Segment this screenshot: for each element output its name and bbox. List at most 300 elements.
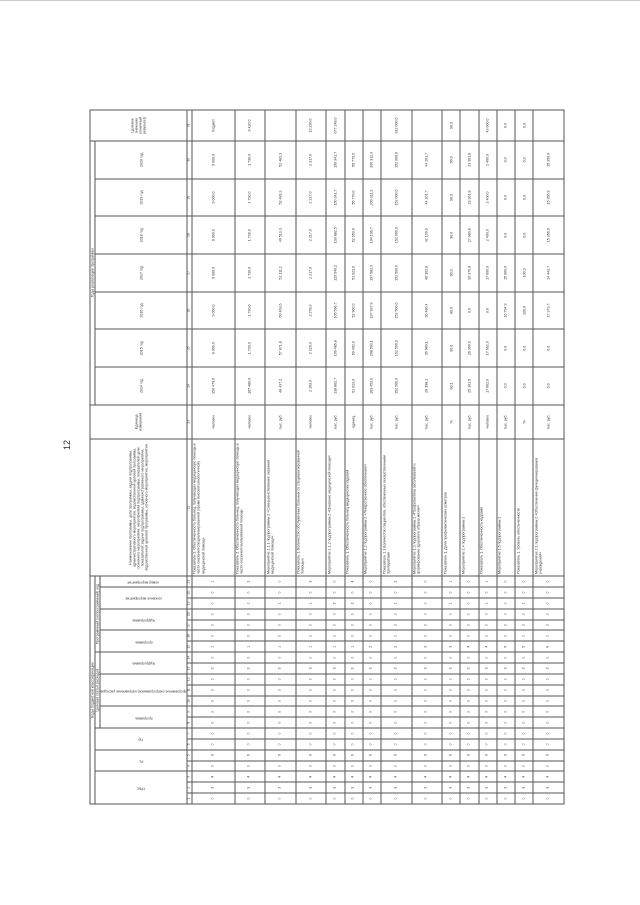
- code-cell: 0: [497, 576, 515, 587]
- code-cell: 0: [479, 652, 497, 663]
- code-cell: 0: [326, 674, 344, 685]
- description-cell: Показатель 1.1 Количество пациентов, обеспеченных лекарственными препаратами: [381, 439, 412, 576]
- code-cell: 1: [345, 641, 363, 652]
- year-value-cell: 2 278,0: [296, 292, 327, 330]
- code-cell: 0: [345, 793, 363, 804]
- year-value-cell: 15 000,0: [497, 254, 515, 292]
- code-cell: 3: [363, 663, 381, 674]
- year-value-cell: 90,0: [442, 254, 460, 292]
- year-value-cell: 153 500,0: [381, 254, 412, 292]
- code-cell: 9: [412, 750, 443, 761]
- code-cell: 4: [479, 771, 497, 782]
- code-cell: 0: [497, 793, 515, 804]
- year-value-cell: 9 000,0: [192, 179, 235, 217]
- code-cell: 0: [345, 620, 363, 631]
- code-cell: 0: [235, 652, 266, 663]
- unit-cell: %: [515, 405, 533, 439]
- code-cell: 0: [515, 706, 533, 717]
- year-value-cell: 26 309,9: [460, 329, 478, 367]
- code-cell: 3: [515, 782, 533, 793]
- year-value-cell: 2 400,0: [479, 216, 497, 254]
- code-cell: 0: [497, 620, 515, 631]
- code-cell: 4: [235, 771, 266, 782]
- code-cell: 0: [363, 609, 381, 620]
- code-cell: 0: [265, 652, 296, 663]
- code-cell: 0: [412, 728, 443, 739]
- code-cell: 4: [345, 576, 363, 587]
- code-cell: 0: [326, 685, 344, 696]
- code-cell: 0: [265, 728, 296, 739]
- column-number-cell: 2: [187, 782, 192, 793]
- code-cell: 0: [515, 609, 533, 620]
- year-value-cell: 350 479,6: [192, 367, 235, 405]
- code-cell: 0: [265, 576, 296, 587]
- code-cell: 0: [442, 761, 460, 772]
- code-cell: 0: [265, 793, 296, 804]
- code-cell: 9: [381, 750, 412, 761]
- code-cell: 0: [460, 598, 478, 609]
- code-cell: 0: [381, 696, 412, 707]
- code-cell: 0: [460, 576, 478, 587]
- code-cell: 4: [326, 771, 344, 782]
- code-cell: 0: [533, 696, 564, 707]
- code-cell: 0: [533, 620, 564, 631]
- year-value-cell: 152 500,0: [381, 367, 412, 405]
- year-value-cell: 0,0: [515, 367, 533, 405]
- table-row: [460, 110, 478, 804]
- code-cell: 9: [442, 750, 460, 761]
- year-value-cell: 23 361,8: [460, 179, 478, 217]
- year-value-cell: 30 370,8: [460, 254, 478, 292]
- header-grbs: ГРБС: [95, 771, 187, 804]
- code-cell: 0: [345, 739, 363, 750]
- code-cell: 9: [265, 750, 296, 761]
- code-cell: 0: [497, 598, 515, 609]
- column-number-cell: 20: [187, 587, 192, 598]
- description-cell: Мероприятие 1.3 подпрограммы 2 «Профилактика заболеваний и формирование здорового образа жизни»: [412, 439, 443, 576]
- code-cell: 0: [442, 728, 460, 739]
- header-year-2014: 2014 год: [95, 367, 187, 405]
- rotated-table-container: [90, 110, 565, 805]
- unit-cell: тыс. руб.: [265, 405, 296, 439]
- total-value-cell: [363, 110, 381, 141]
- header-target-value: Целевое значение (конечный результат): [90, 110, 187, 141]
- code-cell: 0: [296, 620, 327, 631]
- total-value-cell: [533, 110, 564, 141]
- code-cell: 3: [460, 782, 478, 793]
- code-cell: 5: [515, 641, 533, 652]
- unit-cell: тыс. руб.: [497, 405, 515, 439]
- code-cell: 0: [296, 706, 327, 717]
- code-cell: 0: [442, 674, 460, 685]
- year-value-cell: 42 139,0: [412, 216, 443, 254]
- code-cell: 0: [533, 598, 564, 609]
- code-cell: 3: [412, 641, 443, 652]
- table-row: [479, 110, 497, 804]
- year-value-cell: 90,0: [442, 179, 460, 217]
- code-cell: 3: [345, 663, 363, 674]
- description-cell: Мероприятие 2.1 подпрограммы 2 «Обеспечение функционирования учреждений»: [533, 439, 564, 576]
- code-cell: 0: [479, 706, 497, 717]
- year-value-cell: 0,0: [515, 329, 533, 367]
- year-value-cell: 55 770,0: [345, 141, 363, 179]
- code-cell: 0: [533, 674, 564, 685]
- year-value-cell: 17 662,0: [479, 329, 497, 367]
- code-cell: 3: [381, 663, 412, 674]
- year-value-cell: 0,0: [497, 179, 515, 217]
- code-cell: 0: [296, 696, 327, 707]
- code-cell: 0: [363, 793, 381, 804]
- unit-cell: тыс. руб.: [533, 405, 564, 439]
- code-cell: 0: [345, 674, 363, 685]
- code-cell: 0: [412, 631, 443, 642]
- code-cell: 0: [265, 609, 296, 620]
- code-cell: 0: [479, 761, 497, 772]
- year-value-cell: 208 593,1: [363, 329, 381, 367]
- year-value-cell: 15 356,9: [533, 141, 564, 179]
- code-cell: 0: [192, 609, 235, 620]
- table-row: [442, 110, 460, 804]
- code-cell: 0: [363, 576, 381, 587]
- code-cell: 0: [533, 652, 564, 663]
- code-cell: 0: [479, 587, 497, 598]
- code-cell: 0: [235, 728, 266, 739]
- code-cell: 0: [235, 696, 266, 707]
- code-cell: 2: [326, 598, 344, 609]
- code-cell: 4: [363, 771, 381, 782]
- code-cell: 2: [363, 641, 381, 652]
- code-cell: 0: [265, 674, 296, 685]
- column-number-cell: 21: [187, 576, 192, 587]
- code-cell: 3: [363, 782, 381, 793]
- year-value-cell: 23 361,8: [460, 141, 478, 179]
- table-row: [363, 110, 381, 804]
- code-cell: 0: [192, 793, 235, 804]
- year-value-cell: 9 000,0: [192, 292, 235, 330]
- code-cell: 0: [326, 728, 344, 739]
- year-value-cell: 36 480,4: [412, 292, 443, 330]
- code-cell: 0: [460, 728, 478, 739]
- year-value-cell: 152 500,0: [381, 329, 412, 367]
- total-value-cell: [412, 110, 443, 141]
- description-cell: Показатель 1. Обеспеченность больниц, получающих медицинскую помощь в части оказания специализированной (кроме высокотехнологичной) медицинской помощи: [192, 439, 235, 576]
- year-value-cell: 200 311,3: [363, 141, 381, 179]
- code-cell: 0: [265, 620, 296, 631]
- column-number-cell: 29: [187, 179, 192, 217]
- column-number-cell: 14: [187, 652, 192, 663]
- year-value-cell: 51 023,0: [345, 254, 363, 292]
- code-cell: 3: [479, 663, 497, 674]
- year-value-cell: 44 201,7: [412, 141, 443, 179]
- code-cell: 0: [442, 696, 460, 707]
- header-year-2018: 2018 год: [95, 216, 187, 254]
- code-cell: 0: [442, 739, 460, 750]
- code-cell: 0: [363, 717, 381, 728]
- code-cell: 0: [497, 696, 515, 707]
- code-cell: 1: [192, 576, 235, 587]
- code-cell: 0: [192, 696, 235, 707]
- year-value-cell: 9 000,0: [192, 216, 235, 254]
- total-value-cell: 43 000,0: [479, 110, 497, 141]
- year-value-cell: 52 483,3: [265, 179, 296, 217]
- year-value-cell: 0,0: [460, 292, 478, 330]
- code-cell: 3: [265, 782, 296, 793]
- year-value-cell: 50 463,6: [265, 292, 296, 330]
- code-cell: 0: [460, 674, 478, 685]
- year-value-cell: 51 111,1: [265, 254, 296, 292]
- code-cell: 0: [460, 685, 478, 696]
- year-value-cell: 0,0: [497, 367, 515, 405]
- year-value-cell: 50 492,0: [345, 329, 363, 367]
- code-cell: 0: [515, 761, 533, 772]
- header-rz: Рз: [95, 750, 187, 772]
- year-value-cell: 0,0: [497, 329, 515, 367]
- description-cell: Показатель 1. Обеспеченность кадрами: [479, 439, 497, 576]
- code-cell: 0: [235, 717, 266, 728]
- year-value-cell: 0,0: [533, 329, 564, 367]
- header-name: Наименование программы, цели программы, задачи подпрограммы, административного мероприятия, ведомственной целевой программы, основного мероприятия, мероприятия подпрограммы, показателей цели, показателей задачи подпрограммы, административного мероприятия, ведомственной целевой программы, основного мероприятия, мероприятия: [90, 439, 187, 576]
- code-cell: 9: [345, 750, 363, 761]
- code-cell: 0: [515, 620, 533, 631]
- code-cell: 0: [381, 706, 412, 717]
- year-value-cell: 2 217,0: [296, 179, 327, 217]
- year-value-cell: 130 882,5: [326, 216, 344, 254]
- code-cell: 0: [296, 674, 327, 685]
- unit-cell: единиц: [345, 405, 363, 439]
- code-cell: 0: [381, 674, 412, 685]
- code-cell: 0: [442, 631, 460, 642]
- column-number-cell: 18: [187, 609, 192, 620]
- year-value-cell: 52 653,9: [345, 216, 363, 254]
- code-cell: 0: [460, 761, 478, 772]
- column-number-cell: 23: [187, 405, 192, 439]
- table-row: [265, 110, 296, 804]
- code-cell: 0: [442, 652, 460, 663]
- code-cell: 0: [296, 793, 327, 804]
- code-cell: 0: [192, 674, 235, 685]
- year-value-cell: 14 443,7: [533, 254, 564, 292]
- code-cell: 0: [265, 685, 296, 696]
- code-cell: 0: [497, 631, 515, 642]
- header-sub-program: программа: [100, 706, 187, 728]
- code-cell: 0: [412, 717, 443, 728]
- header-sub-direction: программное (непрограммное) направление расходов: [100, 674, 187, 707]
- unit-cell: человек: [192, 405, 235, 439]
- code-cell: 4: [515, 771, 533, 782]
- year-value-cell: 90,0: [442, 141, 460, 179]
- code-cell: 0: [479, 631, 497, 642]
- column-number-cell: 6: [187, 739, 192, 750]
- code-cell: 0: [497, 587, 515, 598]
- header-code-subprogram: подпрограмма: [100, 609, 187, 631]
- unit-cell: %: [442, 405, 460, 439]
- code-cell: 3: [442, 782, 460, 793]
- code-cell: 0: [381, 685, 412, 696]
- year-value-cell: 44 201,7: [412, 179, 443, 217]
- description-cell: Мероприятие 1.2 подпрограммы 2 «Лекарственное обеспечение»: [363, 439, 381, 576]
- column-number-cell: 17: [187, 620, 192, 631]
- code-cell: 9: [515, 750, 533, 761]
- code-cell: 9: [296, 750, 327, 761]
- column-number-cell: 27: [187, 254, 192, 292]
- code-cell: 0: [515, 576, 533, 587]
- code-cell: 3: [460, 663, 478, 674]
- column-number-cell: 12: [187, 674, 192, 685]
- code-cell: 0: [460, 717, 478, 728]
- year-value-cell: 1 730,0: [235, 179, 266, 217]
- year-value-cell: 1 730,0: [235, 141, 266, 179]
- year-value-cell: 2 217,0: [296, 216, 327, 254]
- code-cell: 0: [265, 761, 296, 772]
- code-cell: 0: [412, 620, 443, 631]
- code-cell: 0: [326, 609, 344, 620]
- code-cell: 0: [192, 739, 235, 750]
- header-code-main-event: основное мероприятие: [100, 587, 187, 609]
- code-cell: 4: [345, 771, 363, 782]
- year-value-cell: 36 989,1: [412, 329, 443, 367]
- budget-program-table: [90, 110, 565, 805]
- code-cell: 3: [412, 782, 443, 793]
- code-cell: 0: [296, 685, 327, 696]
- column-number-cell: 28: [187, 216, 192, 254]
- code-cell: 0: [345, 631, 363, 642]
- code-cell: 3: [533, 663, 564, 674]
- column-number-cell: 11: [187, 685, 192, 696]
- year-value-cell: 105 596,7: [326, 292, 344, 330]
- code-cell: 1: [479, 598, 497, 609]
- code-cell: 0: [515, 631, 533, 642]
- code-cell: 3: [533, 782, 564, 793]
- total-value-cell: [265, 110, 296, 141]
- year-value-cell: 57 871,8: [265, 329, 296, 367]
- code-cell: 0: [460, 793, 478, 804]
- code-cell: 0: [412, 609, 443, 620]
- code-cell: 4: [460, 641, 478, 652]
- code-cell: 1: [192, 641, 235, 652]
- year-value-cell: 46 163,8: [412, 254, 443, 292]
- column-number-cell: 13: [187, 663, 192, 674]
- code-cell: 0: [363, 739, 381, 750]
- table-body: [192, 110, 564, 804]
- year-value-cell: 29 398,1: [412, 367, 443, 405]
- year-value-cell: 200 311,3: [363, 179, 381, 217]
- year-value-cell: 152 000,0: [381, 179, 412, 217]
- code-cell: 1: [296, 641, 327, 652]
- code-cell: 9: [235, 750, 266, 761]
- code-cell: 0: [345, 706, 363, 717]
- code-cell: 0: [381, 793, 412, 804]
- code-cell: 0: [412, 652, 443, 663]
- code-cell: 0: [296, 587, 327, 598]
- year-value-cell: 2 193,0: [296, 367, 327, 405]
- year-value-cell: 9 000,0: [192, 254, 235, 292]
- table-row: [497, 110, 515, 804]
- description-cell: Показатель 1. Доля профилактических осмотров: [442, 439, 460, 576]
- code-cell: 0: [235, 739, 266, 750]
- code-cell: 0: [515, 793, 533, 804]
- header-year-2016: 2016 год: [95, 292, 187, 330]
- code-cell: 0: [326, 739, 344, 750]
- description-cell: Мероприятие 1.1.2 подпрограммы 2 «Оказание медицинской помощи»: [326, 439, 344, 576]
- code-cell: 0: [192, 598, 235, 609]
- code-cell: 0: [533, 685, 564, 696]
- code-cell: 6: [533, 641, 564, 652]
- total-value-cell: 0,0: [497, 110, 515, 141]
- year-value-cell: 163 453,0: [363, 367, 381, 405]
- year-value-cell: 0,0: [515, 141, 533, 179]
- table-row: [412, 110, 443, 804]
- code-cell: 3: [296, 576, 327, 587]
- table-row: [235, 110, 266, 804]
- unit-cell: тыс. руб.: [363, 405, 381, 439]
- code-cell: 0: [235, 685, 266, 696]
- description-cell: Показатель 1. Уровень обеспеченности: [515, 439, 533, 576]
- code-cell: 0: [296, 631, 327, 642]
- code-cell: 0: [442, 609, 460, 620]
- code-cell: 0: [515, 652, 533, 663]
- code-cell: 9: [479, 750, 497, 761]
- column-number-cell: 24: [187, 367, 192, 405]
- code-cell: 3: [479, 782, 497, 793]
- code-cell: 0: [345, 728, 363, 739]
- code-cell: 0: [497, 652, 515, 663]
- code-cell: 0: [381, 609, 412, 620]
- year-value-cell: 90,0: [442, 216, 460, 254]
- code-cell: 0: [479, 620, 497, 631]
- description-cell: Показатель 1. Количество обслуженных больных со специализированной помощью: [296, 439, 327, 576]
- code-cell: 4: [533, 771, 564, 782]
- code-cell: 4: [479, 641, 497, 652]
- year-value-cell: 0,0: [497, 141, 515, 179]
- code-cell: 0: [192, 587, 235, 598]
- code-cell: 9: [497, 750, 515, 761]
- column-number-cell: 10: [187, 696, 192, 707]
- code-cell: 0: [533, 761, 564, 772]
- year-value-cell: 2 400,0: [479, 141, 497, 179]
- year-value-cell: 125 540,2: [326, 254, 344, 292]
- year-value-cell: 152 500,0: [381, 292, 412, 330]
- year-value-cell: 0,0: [497, 216, 515, 254]
- code-cell: 0: [515, 685, 533, 696]
- code-cell: 0: [326, 717, 344, 728]
- code-cell: 0: [515, 696, 533, 707]
- code-cell: 0: [497, 609, 515, 620]
- code-cell: 0: [479, 685, 497, 696]
- code-cell: 3: [296, 663, 327, 674]
- code-cell: 1: [235, 598, 266, 609]
- header-target-article: Целевая статья расходов: [95, 652, 100, 728]
- header-program-code: Программный (непрограммный) код: [95, 576, 100, 652]
- code-cell: 1: [442, 598, 460, 609]
- year-value-cell: 150 341,7: [326, 179, 344, 217]
- code-cell: 0: [460, 696, 478, 707]
- code-cell: 0: [412, 706, 443, 717]
- year-value-cell: 25 161,5: [460, 367, 478, 405]
- code-cell: 3: [515, 663, 533, 674]
- code-cell: 0: [460, 631, 478, 642]
- code-cell: 0: [345, 652, 363, 663]
- code-cell: 4: [412, 771, 443, 782]
- code-cell: 9: [533, 750, 564, 761]
- code-cell: 0: [192, 631, 235, 642]
- table-row: [381, 110, 412, 804]
- code-cell: 4: [497, 771, 515, 782]
- code-cell: 0: [235, 620, 266, 631]
- code-cell: 0: [363, 696, 381, 707]
- code-cell: 2: [345, 598, 363, 609]
- code-cell: 1: [479, 576, 497, 587]
- total-value-cell: 9 420,0: [235, 110, 266, 141]
